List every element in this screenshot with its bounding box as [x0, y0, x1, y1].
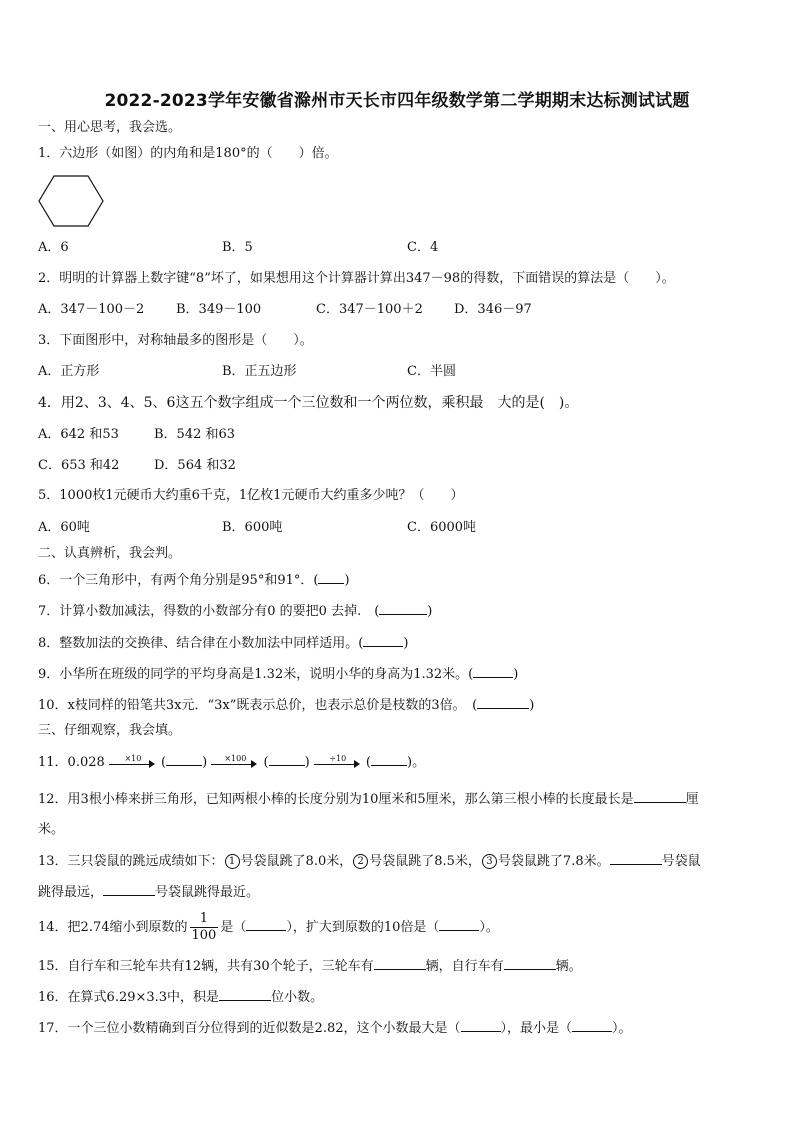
q14-part-4: ）。 — [479, 920, 499, 935]
q9-text: 9．小华所在班级的同学的平均身高是1.32米，说明小华的身高为1.32米。( — [38, 667, 474, 682]
question-1: 1．六边形（如图）的内角和是180°的（ ）倍。 — [38, 146, 338, 161]
arrow-icon — [314, 753, 362, 770]
q15-text: 15．自行车和三轮车共有12辆，共有30个轮子，三轮车有 — [38, 959, 374, 974]
q11-paren-3-end: )。 — [407, 755, 426, 770]
question-2: 2．明明的计算器上数字键“8”坏了，如果想用这个计算器计算出347－98的得数，下面错误的算法是（ ）。 — [38, 271, 675, 286]
section-heading-2: 二、认真辨析，我会判。 — [38, 546, 182, 561]
circled-number-1: 1 — [225, 854, 240, 869]
question-5: 5．1000枚1元硬币大约重6千克，1亿枚1元硬币大约重多少吨？（ ） — [38, 488, 464, 503]
q6-end: ) — [344, 573, 350, 588]
question-14 — [38, 910, 499, 946]
question-3: 3．下面图形中，对称轴最多的图形是（ ）。 — [38, 333, 313, 348]
q7-text: 7．计算小数加减法，得数的小数部分有0 的要把0 去掉. ( — [38, 604, 380, 619]
q11-paren-1: ( — [161, 755, 167, 770]
section-heading-3: 三、仔细观察，我会填。 — [38, 723, 182, 738]
arrow-icon — [109, 753, 157, 770]
q3-option-b: B．正五边形 — [222, 364, 297, 379]
q3-option-a: A．正方形 — [38, 364, 100, 379]
q11-blank-2[interactable] — [269, 753, 305, 766]
q14-part-2: 是（ — [220, 920, 247, 935]
question-9 — [38, 665, 518, 684]
arrow-label-2: ×100 — [224, 753, 247, 763]
q13-part-5: 跳得最远， — [38, 885, 104, 900]
q8-end: ) — [403, 636, 409, 651]
q13-part-6: 号袋鼠跳得最近。 — [155, 885, 260, 900]
question-6 — [38, 571, 350, 590]
q2-option-c: C．347－100＋2 — [316, 302, 423, 317]
q10-end: ) — [529, 698, 535, 713]
q9-end: ) — [513, 667, 519, 682]
q14-part-3: ），扩大到原数的10倍是（ — [286, 920, 440, 935]
q6-blank[interactable] — [318, 571, 344, 584]
q13-blank-1[interactable] — [610, 852, 662, 865]
arrow-label-3: ÷10 — [329, 753, 347, 763]
circled-number-3: 3 — [482, 854, 497, 869]
q11-start: 11．0.028 — [38, 755, 105, 770]
page-title: 2022-2023学年安徽省滁州市天长市四年级数学第二学期期末达标测试试题 — [104, 91, 690, 111]
q13-part-1: 号袋鼠跳了8.0米， — [240, 854, 353, 869]
q8-text: 8．整数加法的交换律、结合律在小数加法中同样适用。( — [38, 636, 364, 651]
q14-text: 14．把2.74缩小到原数的 — [38, 920, 188, 935]
q4-option-c: C．653 和42 — [38, 458, 120, 473]
q11-paren-2-end: ) — [304, 755, 310, 770]
section-heading-1: 一、用心思考，我会选。 — [38, 120, 182, 135]
q11-paren-3: ( — [365, 755, 371, 770]
q17-blank-2[interactable] — [572, 1019, 612, 1032]
arrow-label-1: ×10 — [124, 753, 142, 763]
q5-option-c: C．6000吨 — [407, 520, 477, 535]
q13-part-3: 号袋鼠跳了7.8米。 — [497, 854, 610, 869]
question-16 — [38, 988, 323, 1007]
q14-blank-2[interactable] — [439, 918, 479, 931]
question-7 — [38, 602, 432, 621]
question-8 — [38, 634, 408, 653]
question-17 — [38, 1019, 632, 1038]
q2-option-a: A．347－100－2 — [38, 302, 145, 317]
q12-text: 12．用3根小棒来拼三角形，已知两根小棒的长度分别为10厘米和5厘米，那么第三根小棒的长度最长是 — [38, 792, 634, 807]
q7-blank[interactable] — [379, 602, 427, 615]
q2-option-b: B．349－100 — [176, 302, 262, 317]
question-12 — [38, 790, 699, 809]
q17-blank-1[interactable] — [461, 1019, 501, 1032]
q15-part-2: 辆，自行车有 — [425, 959, 504, 974]
q7-end: ) — [427, 604, 433, 619]
question-4: 4．用2、3、4、5、6这五个数字组成一个三位数和一个两位数，乘积最 大的是( )。 — [38, 395, 579, 411]
q5-option-a: A．60吨 — [38, 520, 90, 535]
q16-part-2: 位小数。 — [271, 990, 324, 1005]
q12-continued: 米。 — [38, 822, 65, 837]
q4-option-d: D．564 和32 — [154, 458, 236, 473]
q13-part-2: 号袋鼠跳了8.5米， — [369, 854, 481, 869]
q4-option-b: B．542 和63 — [154, 427, 236, 442]
question-13 — [38, 852, 701, 871]
q17-text: 17．一个三位小数精确到百分位得到的近似数是2.82，这个小数最大是（ — [38, 1021, 461, 1036]
q12-unit: 厘 — [685, 792, 699, 807]
q13-continued — [38, 883, 259, 902]
q15-part-3: 辆。 — [555, 959, 582, 974]
q14-blank-1[interactable] — [246, 918, 286, 931]
q15-blank-1[interactable] — [374, 957, 426, 970]
q11-blank-3[interactable] — [371, 753, 407, 766]
arrow-icon — [211, 753, 259, 770]
q12-blank[interactable] — [634, 790, 686, 803]
hexagon-figure — [38, 175, 104, 227]
q10-blank[interactable] — [477, 696, 529, 709]
q17-part-3: ）。 — [612, 1021, 632, 1036]
q16-text: 16．在算式6.29×3.3中，积是 — [38, 990, 220, 1005]
q10-text: 10．x枝同样的铅笔共3x元．“3x”既表示总价，也表示总价是枝数的3倍。 ( — [38, 698, 478, 713]
q13-blank-2[interactable] — [103, 883, 155, 896]
q2-option-d: D．346－97 — [454, 302, 532, 317]
circled-number-2: 2 — [353, 854, 368, 869]
q16-blank[interactable] — [219, 988, 271, 1001]
q9-blank[interactable] — [473, 665, 513, 678]
q17-part-2: ），最小是（ — [500, 1021, 573, 1036]
q13-part-4: 号袋鼠 — [661, 854, 701, 869]
q1-option-c: C．4 — [407, 240, 439, 255]
q5-option-b: B．600吨 — [222, 520, 283, 535]
question-10 — [38, 696, 534, 715]
question-15 — [38, 957, 582, 976]
q1-option-b: B．5 — [222, 240, 253, 255]
q11-blank-1[interactable] — [166, 753, 202, 766]
q11-paren-2: ( — [263, 755, 269, 770]
q8-blank[interactable] — [363, 634, 403, 647]
fraction-numerator: 1 — [199, 911, 209, 926]
fraction-denominator: 100 — [191, 928, 217, 943]
q15-blank-2[interactable] — [504, 957, 556, 970]
q1-option-a: A．6 — [38, 240, 69, 255]
q11-paren-1-end: ) — [202, 755, 208, 770]
question-11 — [38, 753, 425, 772]
q6-text: 6．一个三角形中，有两个角分别是95°和91°．( — [38, 573, 319, 588]
q13-text: 13．三只袋鼠的跳远成绩如下： — [38, 854, 224, 869]
fraction — [190, 911, 219, 944]
q4-option-a: A．642 和53 — [38, 427, 119, 442]
q3-option-c: C．半圆 — [407, 364, 456, 379]
